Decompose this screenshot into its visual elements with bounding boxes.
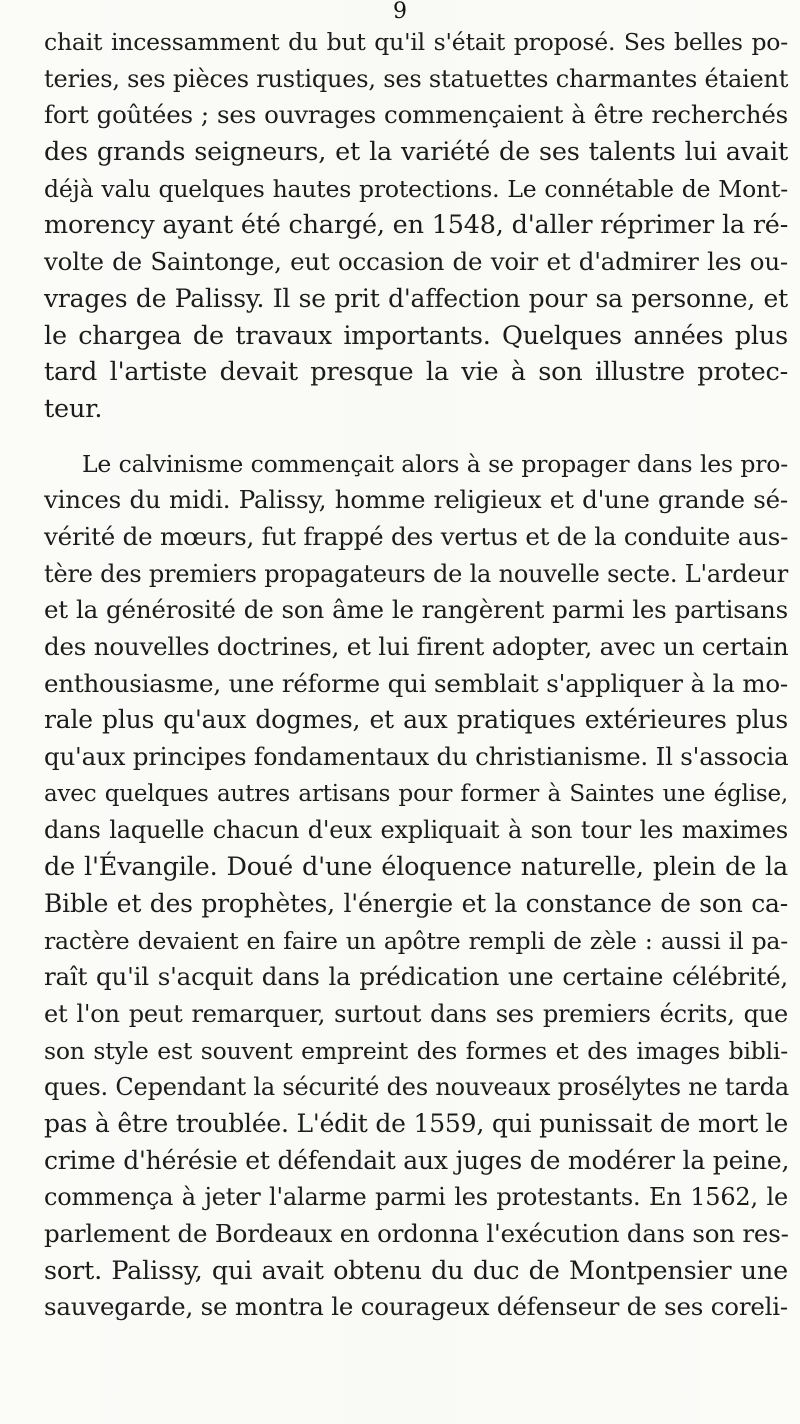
text-line: morency ayant été chargé, en 1548, d'aller réprimer la ré- <box>44 210 789 241</box>
text-line: des nouvelles doctrines, et lui firent adopter, avec un certain <box>44 632 789 661</box>
paragraph-1 <box>44 24 788 428</box>
text-line: et la générosité de son âme le rangèrent parmi les partisans <box>44 595 788 625</box>
text-line: vérité de mœurs, fut frappé des vertus et de la conduite aus- <box>44 521 789 551</box>
text-line: raît qu'il s'acquit dans la prédication une certaine célébrité, <box>44 962 788 992</box>
text-line: Le calvinisme commençait alors à se propager dans les pro- <box>82 449 788 478</box>
text-line: pas à être troublée. L'édit de 1559, qui punissait de mort le <box>44 1108 789 1138</box>
text-line: teries, ses pièces rustiques, ses statuettes charmantes étaient <box>44 64 789 93</box>
text-line: volte de Saintonge, eut occasion de voir et d'admirer les ou- <box>44 247 788 277</box>
text-line: ques. Cependant la sécurité des nouveaux prosélytes ne tarda <box>44 1073 790 1102</box>
text-line: qu'aux principes fondamentaux du christianisme. Il s'associa <box>44 742 789 772</box>
text-line: chait incessamment du but qu'il s'était proposé. Ses belles po- <box>44 28 788 56</box>
text-line: sort. Palissy, qui avait obtenu du duc de Montpensier une <box>44 1255 788 1286</box>
text-line: des grands seigneurs, et la variété de ses talents lui avait <box>44 137 788 168</box>
page-number: 9 <box>393 0 407 24</box>
text-line: le chargea de travaux importants. Quelques années plus <box>44 320 788 351</box>
text-line: et l'on peut remarquer, surtout dans ses premiers écrits, que <box>44 999 788 1028</box>
text-line: tère des premiers propagateurs de la nouvelle secte. L'ardeur <box>44 559 788 588</box>
text-line: avec quelques autres artisans pour former à Saintes une église, <box>44 780 788 807</box>
text-line: vinces du midi. Palissy, homme religieux et d'une grande sé- <box>44 485 788 515</box>
text-line: fort goûtées ; ses ouvrages commençaient à être recherchés <box>44 100 788 130</box>
text-line: parlement de Bordeaux en ordonna l'exécution dans son res- <box>44 1219 789 1248</box>
text-line: sauvegarde, se montra le courageux défenseur de ses coreli- <box>44 1292 789 1322</box>
text-line: de l'Évangile. Doué d'une éloquence naturelle, plein de la <box>44 852 788 883</box>
text-line: Bible et des prophètes, l'énergie et la constance de son ca- <box>44 888 788 918</box>
text-line: enthousiasme, une réforme qui semblait s'appliquer à la mo- <box>44 668 788 698</box>
text-line: rale plus qu'aux dogmes, et aux pratiques extérieures plus <box>44 705 788 735</box>
text-line: déjà valu quelques hautes protections. Le connétable de Mont- <box>44 174 788 203</box>
paragraph-2 <box>44 446 788 1327</box>
text-line: teur. <box>44 393 103 424</box>
text-line: son style est souvent empreint des formes et des images bibli- <box>44 1036 788 1065</box>
text-line: vrages de Palissy. Il se prit d'affection pour sa personne, et <box>44 283 788 313</box>
text-line: tard l'artiste devait presque la vie à son illustre protec- <box>44 357 788 388</box>
text-line: ractère devaient en faire un apôtre rempli de zèle : aussi il pa- <box>44 926 788 955</box>
text-line: crime d'hérésie et défendait aux juges de modérer la peine, <box>44 1145 790 1175</box>
body-text <box>44 24 788 1326</box>
paragraph-gap <box>44 428 788 446</box>
text-line: dans laquelle chacun d'eux expliquait à son tour les maximes <box>44 816 788 845</box>
text-line: commença à jeter l'alarme parmi les protestants. En 1562, le <box>44 1183 788 1212</box>
